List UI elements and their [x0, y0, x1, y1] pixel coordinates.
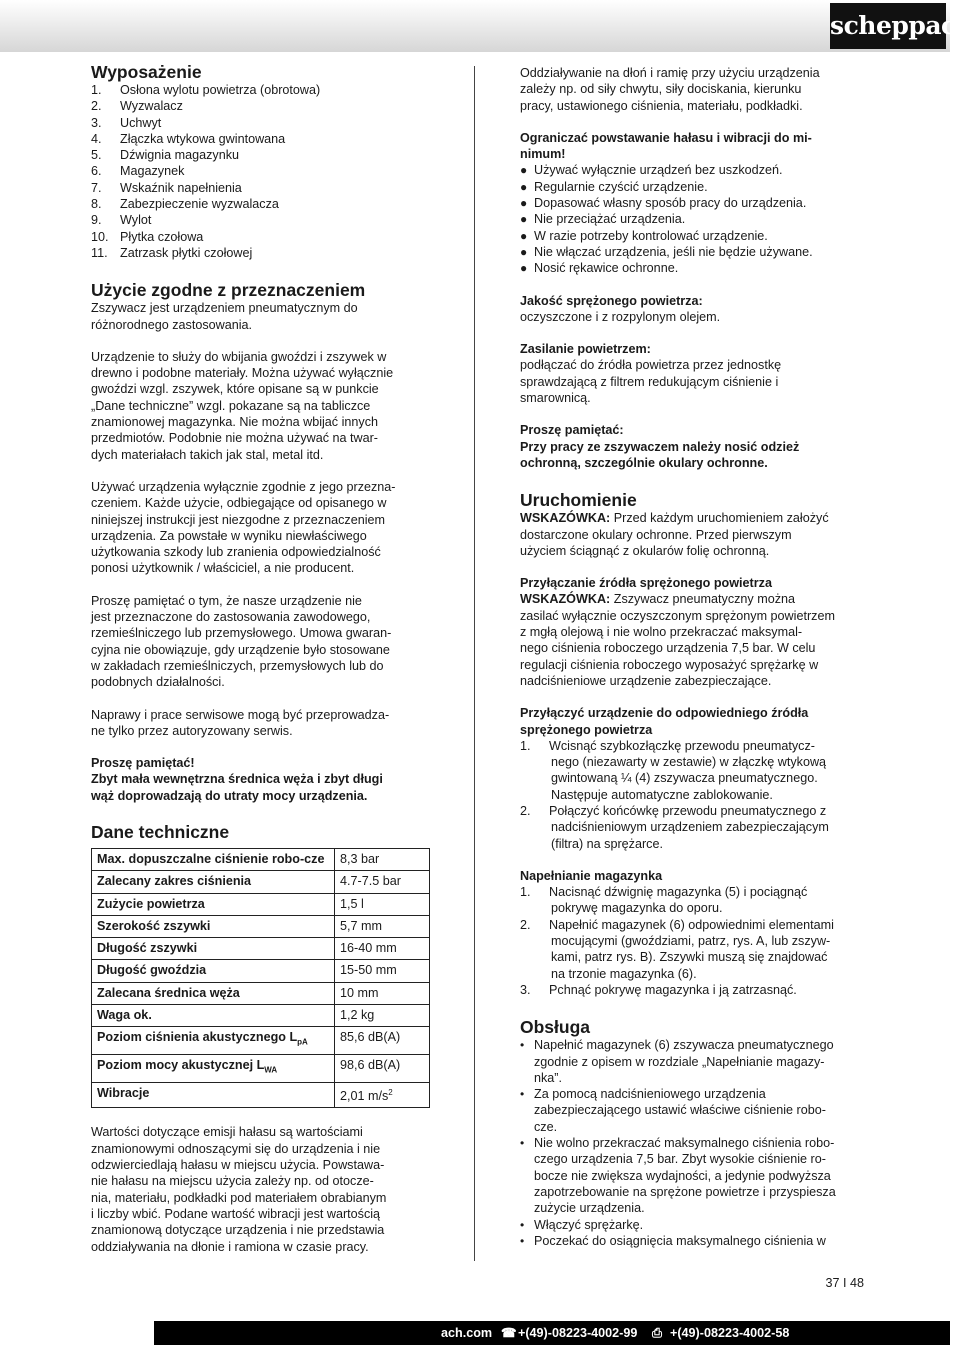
step-text [549, 803, 860, 852]
text-line: jest przeznaczone do zastosowania zawodowego, [91, 610, 371, 625]
equipment-item [91, 163, 431, 179]
operation-item [520, 1217, 860, 1233]
bullet-icon: • [520, 1038, 525, 1053]
technical-data-table [91, 848, 430, 1108]
spec-label: Długość zszywki [92, 938, 335, 960]
operation-heading: Obsługa [520, 1017, 591, 1038]
item-number: 4. [91, 131, 102, 146]
connect-air-note [520, 591, 860, 689]
text-line: Proszę pamiętać: [520, 423, 624, 438]
bullet-icon: ● [520, 228, 528, 243]
text-line: Przy pracy ze zszywaczem należy nosić odzież [520, 439, 800, 454]
text-line: dych materiałach takich jak stal, metal itd. [91, 447, 324, 462]
spec-label: Waga ok. [92, 1005, 335, 1027]
bullet-icon: ● [520, 163, 528, 178]
item-number: 9. [91, 213, 102, 228]
connect-step [520, 803, 860, 852]
limit-noise-heading [520, 130, 860, 163]
text-line: z mgłą olejową i nie wolno przekraczać maksymal- [520, 625, 803, 640]
item-text [534, 228, 768, 244]
item-label: Złączka wtykowa gwintowana [120, 131, 286, 146]
text-line: czego urządzenia 7,5 bar. Zbyt wysokie ciśnienie ro- [534, 1152, 826, 1167]
text-line: Używać wyłącznie urządzeń bez uszkodzeń. [534, 163, 783, 178]
spec-row [92, 893, 430, 915]
protective-clothing-note [520, 422, 860, 471]
text-line: Zszywacz jest urządzeniem pneumatycznym do [91, 301, 358, 316]
step-text [549, 738, 860, 803]
text-line: Wartości dotyczące emisji hałasu są wartościami [91, 1125, 363, 1140]
intended-use-heading: Użycie zgodne z przeznaczeniem [91, 280, 366, 301]
spec-row [92, 848, 430, 870]
item-number: 5. [91, 148, 102, 163]
bullet-icon: ● [520, 212, 528, 227]
spec-label: Zużycie powietrza [92, 893, 335, 915]
air-quality-heading: Jakość sprężonego powietrza: [520, 293, 703, 308]
spec-value: 15-50 mm [335, 960, 430, 982]
text-line: Przyłączyć urządzenie do odpowiedniego źródła [520, 706, 809, 721]
text-line: nadciśnieniowe urządzenie zabezpieczające. [520, 673, 772, 688]
air-supply-text [520, 357, 860, 406]
spec-label: Poziom mocy akustycznej $L_{WA}$ [92, 1055, 335, 1083]
bullet-icon: • [520, 1233, 525, 1248]
equipment-item [91, 245, 431, 261]
text-line: cze. [534, 1119, 558, 1134]
item-text [534, 195, 806, 211]
text-line: Zbyt mała wewnętrzna średnica węża i zbyt długi [91, 772, 383, 787]
intended-use-paragraph [91, 707, 431, 740]
text-line: W razie potrzeby kontrolować urządzenie. [534, 228, 768, 243]
operation-item [520, 1233, 860, 1249]
text-line: ne tylko przez autoryzowany serwis. [91, 723, 293, 738]
spec-row [92, 871, 430, 893]
item-text [534, 260, 678, 276]
spec-row [92, 960, 430, 982]
item-label: Uchwyt [120, 115, 162, 130]
spec-value: 5,7 mm [335, 915, 430, 937]
text-line: Włączyć sprężarkę. [534, 1217, 644, 1232]
text-line: niniejszej instrukcji jest niezgodne z przeznaczeniem [91, 512, 385, 527]
item-text [534, 1233, 826, 1249]
text-line: cyjna nie obowiązuje, gdy urządzenie było stosowane [91, 642, 390, 657]
text-line: różnorodnego zastosowania. [91, 317, 253, 332]
connect-step [520, 738, 860, 803]
text-line: w zakładach rzemieślniczych, przemysłowych lub do [91, 658, 384, 673]
text-line: podobnych działalności. [91, 675, 225, 690]
equipment-item [91, 180, 431, 196]
text-line: Zszywacz pneumatyczny można [610, 592, 796, 607]
text-line: urządzenia. Za powstałe w wyniku niewłaściwego [91, 528, 367, 543]
fill-magazine-steps [520, 884, 860, 998]
spec-value: 10 mm [335, 982, 430, 1004]
equipment-item [91, 196, 431, 212]
column-divider [474, 66, 475, 1261]
item-number: 7. [91, 180, 102, 195]
text-line: nie hałasu na miejscu użycia zależy np. od otocze- [91, 1174, 374, 1189]
spec-value: 16-40 mm [335, 938, 430, 960]
limit-item [520, 179, 860, 195]
spec-row [92, 1082, 430, 1107]
text-line: Przed każdym uruchomieniem założyć [610, 511, 829, 526]
operation-item [520, 1037, 860, 1086]
text-line: nia, materiału, podkładki pod materiałem obrabianym [91, 1190, 387, 1205]
spec-value: 85,6 dB(A) [335, 1027, 430, 1055]
phone-number: +(49)-08223-4002-99 [518, 1326, 638, 1340]
spec-row [92, 1027, 430, 1055]
item-label: Dźwignia magazynku [120, 148, 239, 163]
text-line: Nie włączać urządzenia, jeśli nie będzie używane. [534, 244, 813, 259]
text-line: zużycie urządzenia. [534, 1201, 645, 1216]
item-text [534, 162, 783, 178]
connect-device-steps [520, 738, 860, 852]
item-label: Zabezpieczenie wyzwalacza [120, 197, 279, 212]
item-label: Wyzwalacz [120, 99, 183, 114]
text-line: Proszę pamiętać! [91, 756, 195, 771]
fill-step [520, 917, 860, 982]
website-text: ach.com [441, 1326, 493, 1340]
air-supply-heading: Zasilanie powietrzem: [520, 342, 651, 357]
text-line: znamionowymi odnoszącymi się do urządzenia i nie [91, 1141, 381, 1156]
startup-note [520, 510, 860, 559]
equipment-item [91, 229, 431, 245]
item-text [534, 1037, 834, 1086]
fax-icon: ⎙ [652, 1326, 663, 1340]
note-label: WSKAZÓWKA: [520, 592, 611, 607]
text-line: zgodnie z opisem w rozdziale „Napełnianie magazy- [534, 1054, 825, 1069]
item-text [534, 1217, 643, 1233]
connect-device-heading [520, 705, 860, 738]
text-line: pracy, ustawionego ciśnienia, materiału, podkładki. [520, 98, 803, 113]
fill-step [520, 982, 860, 998]
right-column [520, 65, 860, 1249]
text-line: „Dane techniczne” wzgl. pokazane są na tabliczce [91, 398, 371, 413]
note-label: WSKAZÓWKA: [520, 511, 611, 526]
text-line: Nacisnąć dźwignię magazynka (5) i pociągnąć [549, 885, 808, 900]
text-line: nego ciśnienia roboczego urządzenia 7,5 bar. W celu [520, 641, 816, 656]
spec-row [92, 1005, 430, 1027]
text-line: gwoździ wzgl. zszywek, które opisane są w punkcie [91, 382, 379, 397]
item-number: 1. [91, 83, 102, 97]
equipment-item [91, 147, 431, 163]
bullet-icon: • [520, 1087, 525, 1102]
equipment-item [91, 115, 431, 131]
text-line: Połączyć końcówkę przewodu pneumatycznego z [549, 803, 827, 818]
text-line: nadciśnieniowym urządzeniem zabezpieczającym [551, 820, 829, 835]
fax-number: +(49)-08223-4002-58 [670, 1326, 790, 1340]
bullet-icon: • [520, 1136, 525, 1151]
intended-use-paragraph [91, 479, 431, 577]
noise-emission-paragraph [91, 1124, 431, 1254]
text-line: drewno i podobne materiały. Można używać wyłącznie [91, 366, 394, 381]
startup-heading: Uruchomienie [520, 490, 637, 511]
text-line: dostarczone okulary ochronne. Przed pierwszym [520, 527, 792, 542]
text-line: Regularnie czyścić urządzenie. [534, 179, 708, 194]
text-line: i liczby wbić. Podane wartość wibracji jest wartością [91, 1206, 381, 1221]
limit-item [520, 162, 860, 178]
item-label: Zatrzask płytki czołowej [120, 245, 253, 260]
equipment-heading: Wyposażenie [91, 62, 202, 82]
spec-value: 1,2 kg [335, 1005, 430, 1027]
bullet-icon: • [520, 1217, 525, 1232]
equipment-item [91, 131, 431, 147]
text-line: zasilać wyłącznie oczyszczonym sprężonym powietrzem [520, 608, 835, 623]
text-line: podłączać do źródła powietrza przez jednostkę [520, 358, 782, 373]
limit-noise-list [520, 162, 860, 276]
item-number: 3. [91, 115, 102, 130]
spec-superscript: 2 [388, 1087, 393, 1097]
text-line: rzemieślniczego lub przemysłowego. Umowa gwaran- [91, 626, 392, 641]
text-line: Oddziaływanie na dłoń i ramię przy użyciu urządzenia [520, 66, 820, 80]
item-text [534, 1135, 836, 1216]
item-number: 10. [91, 229, 109, 244]
text-line: Proszę pamiętać o tym, że nasze urządzenie nie [91, 593, 362, 608]
text-line: sprawdzającą z filtrem redukującym ciśnienie i [520, 374, 779, 389]
vibration-paragraph [520, 65, 860, 114]
air-quality-text: oczyszczone i z rozpylonym olejem. [520, 309, 721, 324]
text-line: Nie przeciążać urządzenia. [534, 212, 686, 227]
text-line: ponosi użytkownik / właściciel, a nie producent. [91, 561, 355, 576]
equipment-list [91, 82, 431, 261]
text-line: sprężonego powietrza [520, 722, 653, 737]
spec-value: 98,6 dB(A) [335, 1055, 430, 1083]
spec-row [92, 1055, 430, 1083]
item-number: 6. [91, 164, 102, 179]
equipment-item [91, 82, 431, 98]
spec-label: Wibracje [92, 1082, 335, 1107]
step-number: 1. [520, 885, 531, 900]
text-line: nimum! [520, 147, 566, 162]
fill-step [520, 884, 860, 917]
text-line: użyciem ściągnąć z okularów folię ochronną. [520, 543, 770, 558]
phone-icon: ☎ [501, 1326, 517, 1340]
intended-use-paragraph [91, 349, 431, 463]
text-line: ochronną, szczególnie okulary ochronne. [520, 455, 768, 470]
text-line: nego (niezawarty w zestawie) w złączkę wtykową [551, 755, 827, 770]
item-number: 11. [91, 245, 108, 260]
item-text [534, 179, 708, 195]
text-line: Wcisnąć szybkozłączkę przewodu pneumatycz- [549, 738, 815, 753]
text-line: zabezpieczającego ustawić właściwe ciśnienie robo- [534, 1103, 826, 1118]
text-line: bocze nie zwiększa wydajności, a jedynie podwyższa [534, 1168, 831, 1183]
spec-label: Zalecany zakres ciśnienia [92, 871, 335, 893]
text-line: Następuje automatyczne zablokowanie. [551, 787, 773, 802]
item-label: Płytka czołowa [120, 229, 204, 244]
text-line: oddziaływania na dłonie i ramiona w czasie pracy. [91, 1239, 369, 1254]
step-number: 3. [520, 982, 531, 997]
step-number: 2. [520, 803, 531, 818]
page-number: 37 I 48 [825, 1276, 864, 1290]
spec-label: Poziom ciśnienia akustycznego $L_{pA}$ [92, 1027, 335, 1055]
spec-row [92, 938, 430, 960]
text-line: Za pomocą nadciśnieniowego urządzenia [534, 1087, 766, 1102]
spec-label: Długość gwoździa [92, 960, 335, 982]
item-label: Wskaźnik napełnienia [120, 180, 242, 195]
step-text [549, 917, 860, 982]
left-column [91, 62, 431, 1255]
connect-air-heading: Przyłączanie źródła sprężonego powietrza [520, 576, 772, 591]
text-line: Naprawy i prace serwisowe mogą być przeprowadza- [91, 707, 390, 722]
bullet-icon: ● [520, 179, 528, 194]
step-text [549, 884, 860, 917]
text-line: mocującymi (gwoździami, patrz, rys. A, lub zszyw- [551, 934, 831, 949]
operation-item [520, 1086, 860, 1135]
spec-value: 8,3 bar [335, 848, 430, 870]
brand-logo: scheppach [830, 3, 946, 49]
text-line: Nosić rękawice ochronne. [534, 261, 679, 276]
text-line: Napełnić magazynek (6) odpowiednimi elementami [549, 917, 834, 932]
text-line: zapotrzebowanie na sprężone powietrze i przyspiesza [534, 1184, 836, 1199]
item-text [534, 244, 813, 260]
text-line: nka”. [534, 1070, 562, 1085]
item-text [534, 211, 685, 227]
text-line: Poczekać do osiągnięcia maksymalnego ciśnienia w [534, 1233, 826, 1248]
text-line: Urządzenie to służy do wbijania gwoździ i zszywek w [91, 349, 387, 364]
text-line: Nie wolno przekraczać maksymalnego ciśnienia robo- [534, 1136, 835, 1151]
spec-row [92, 915, 430, 937]
item-number: 2. [91, 99, 102, 114]
fill-magazine-heading: Napełnianie magazynka [520, 868, 663, 883]
limit-item [520, 228, 860, 244]
item-text [534, 1086, 826, 1135]
spec-value: 2,01 $m/s^2$ [335, 1082, 430, 1107]
intended-use-paragraph [91, 593, 431, 691]
limit-item [520, 211, 860, 227]
technical-data-heading: Dane techniczne [91, 821, 230, 842]
text-line: na trzonie magazynka (6). [551, 966, 697, 981]
item-label: Osłona wylotu powietrza (obrotowa) [120, 83, 321, 97]
text-line: wąż doprowadzają do utraty mocy urządzenia. [91, 788, 368, 803]
text-line: znamionową dotyczące urządzenia i nie przedstawia [91, 1223, 385, 1238]
spec-label: Max. dopuszczalne ciśnienie robo-cze [92, 848, 335, 870]
bullet-icon: ● [520, 196, 528, 211]
spec-value: 1,5 l [335, 893, 430, 915]
text-line: Ograniczać powstawanie hałasu i wibracji do mi- [520, 130, 812, 145]
item-number: 8. [91, 197, 102, 212]
item-label: Wylot [120, 213, 152, 228]
spec-label: Szerokość zszywki [92, 915, 335, 937]
operation-list [520, 1037, 860, 1249]
text-line: użytkowania szkody lub zranienia odpowiedzialność [91, 545, 381, 560]
text-line: Pchnąć pokrywę magazynka i ją zatrzasnąć. [549, 982, 797, 997]
text-line: znamionowej magazynka. Nie można wbijać innych [91, 415, 378, 430]
intended-use-paragraph [91, 300, 431, 333]
hose-warning [91, 755, 431, 804]
text-line: pokrywę magazynka do oporu. [551, 901, 723, 916]
step-number: 1. [520, 738, 531, 753]
text-line: Napełnić magazynek (6) zszywacza pneumatycznego [534, 1038, 834, 1053]
spec-value: 4.7-7.5 bar [335, 871, 430, 893]
item-label: Magazynek [120, 164, 185, 179]
text-line: gwintowaną ¼ (4) zszywacza pneumatycznego. [551, 771, 818, 786]
footer-bar [154, 1321, 950, 1345]
spec-label: Zalecana średnica węża [92, 982, 335, 1004]
header-bar [0, 0, 973, 52]
text-line: smarownicą. [520, 391, 591, 406]
text-line: regulacji ciśnienia roboczego wyposażyć sprężarkę w [520, 657, 819, 672]
spec-row [92, 982, 430, 1004]
equipment-item [91, 212, 431, 228]
equipment-item [91, 98, 431, 114]
spec-subscript: pA [297, 1037, 308, 1047]
text-line: odzwierciedlają hałasu w miejscu użycia. Powstawa- [91, 1158, 385, 1173]
text-line: zależy np. od siły chwytu, siły dociskania, kierunku [520, 82, 802, 97]
text-line: kami, patrz rys. B). Zszywki muszą się znajdować [551, 950, 828, 965]
limit-item [520, 244, 860, 260]
text-line: przedmiotów. Podobnie nie można używać na twar- [91, 431, 379, 446]
step-text [549, 982, 860, 998]
operation-item [520, 1135, 860, 1216]
limit-item [520, 195, 860, 211]
text-line: Dopasować własny sposób pracy do urządzenia. [534, 196, 807, 211]
step-number: 2. [520, 917, 531, 932]
text-line: czeniem. Każde użycie, odbiegające od opisanego w [91, 496, 387, 511]
limit-item [520, 260, 860, 276]
text-line: Używać urządzenia wyłącznie zgodnie z jego przezna- [91, 479, 396, 494]
bullet-icon: ● [520, 261, 528, 276]
text-line: (filtra) na sprężarce. [551, 836, 663, 851]
bullet-icon: ● [520, 244, 528, 259]
spec-subscript: WA [264, 1065, 278, 1075]
